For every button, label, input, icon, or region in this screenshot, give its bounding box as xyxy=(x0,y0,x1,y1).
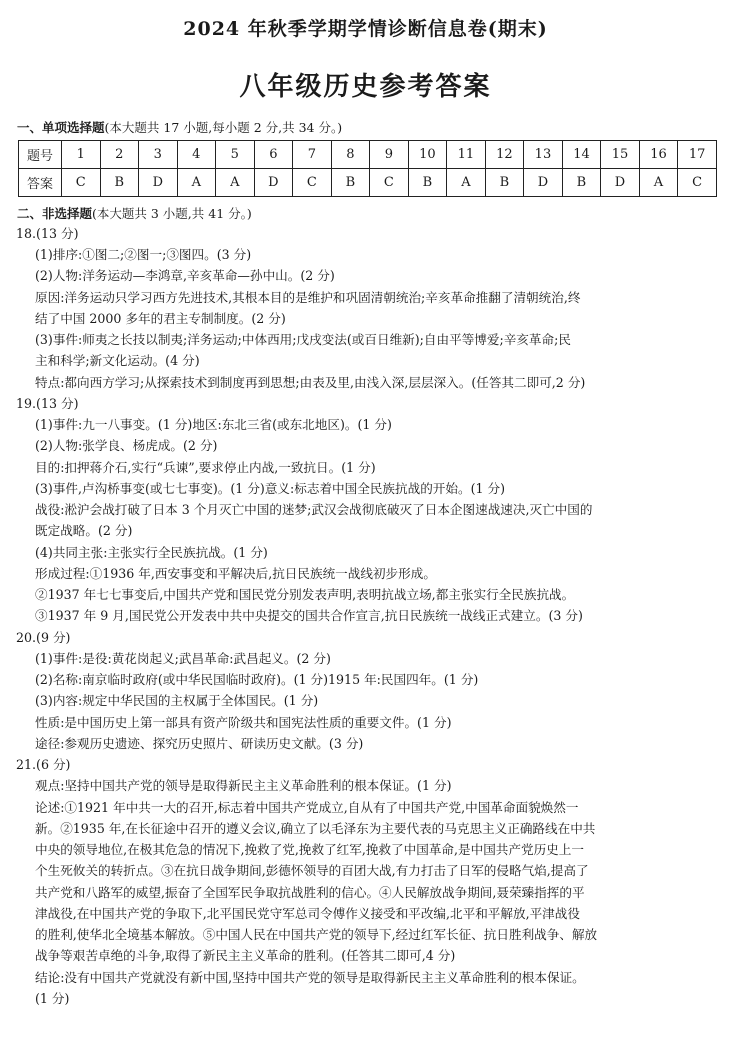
answer-line: (1)事件:是役:黄花岗起义;武昌革命:武昌起义。(2 分) xyxy=(35,651,331,666)
answer-line: ③1937 年 9 月,国民党公开发表中共中央提交的国共合作宣言,抗日民族统一战线正式建立。(3 分) xyxy=(35,608,583,623)
answer-line: 战争等艰苦卓绝的斗争,取得了新民主主义革命的胜利。(任答其二即可,4 分) xyxy=(35,948,456,963)
answer-line: 观点:坚持中国共产党的领导是取得新民主主义革命胜利的根本保证。(1 分) xyxy=(35,778,452,793)
answer-line: 战役:淞沪会战打破了日本 3 个月灭亡中国的迷梦;武汉会战彻底破灭了日本企图速战速决,灭亡中国的 xyxy=(35,502,593,517)
table-cell: B xyxy=(408,169,447,197)
table-cell: A xyxy=(447,169,486,197)
section1-label: 一、单项选择题 xyxy=(17,120,105,135)
table-cell: A xyxy=(216,169,255,197)
table-cell: 12 xyxy=(485,141,524,169)
table-cell: C xyxy=(370,169,409,197)
answer-line: (3)事件,卢沟桥事变(或七七事变)。(1 分)意义:标志着中国全民族抗战的开始。(1 分) xyxy=(35,481,506,496)
answer-line: 新。②1935 年,在长征途中召开的遵义会议,确立了以毛泽东为主要代表的马克思主义正确路线在中共 xyxy=(35,821,596,836)
table-cell: 1 xyxy=(62,141,101,169)
table-cell: 11 xyxy=(447,141,486,169)
answer-line: 途径:参观历史遗迹、探究历史照片、研读历史文献。(3 分) xyxy=(35,736,364,751)
table-cell: A xyxy=(177,169,216,197)
table-cell: 9 xyxy=(370,141,409,169)
answer-line: 共产党和八路军的威望,振奋了全国军民争取抗战胜利的信心。④人民解放战争期间,聂荣臻指挥的平 xyxy=(35,885,585,900)
answer-line: (3)内容:规定中华民国的主权属于全体国民。(1 分) xyxy=(35,693,319,708)
answer-row xyxy=(19,169,717,197)
table-cell: B xyxy=(331,169,370,197)
answer-line: 中央的领导地位,在极其危急的情况下,挽救了党,挽救了红军,挽救了中国革命,是中国共产党历史上一 xyxy=(35,842,584,857)
answer-line: 津战役,在中国共产党的争取下,北平国民党守军总司令傅作义接受和平改编,北平和平解放,平津战役 xyxy=(35,906,580,921)
table-cell: 3 xyxy=(139,141,178,169)
answer-line: ②1937 年七七事变后,中国共产党和国民党分别发表声明,表明抗战立场,都主张实行全民族抗战。 xyxy=(35,587,575,602)
answer-line: (1)事件:九一八事变。(1 分)地区:东北三省(或东北地区)。(1 分) xyxy=(35,417,392,432)
section2-label: 二、非选择题 xyxy=(17,206,93,221)
answer-line: 既定战略。(2 分) xyxy=(35,523,133,538)
table-cell: 16 xyxy=(639,141,678,169)
question-number: 21.(6 分) xyxy=(16,757,71,772)
answer-line: 结了中国 2000 多年的君主专制制度。(2 分) xyxy=(35,311,286,326)
answer-line: (1 分) xyxy=(35,991,70,1006)
answer-line: (4)共同主张:主张实行全民族抗战。(1 分) xyxy=(35,545,268,560)
table-cell: D xyxy=(524,169,563,197)
table-cell: C xyxy=(293,169,332,197)
table-cell: C xyxy=(678,169,717,197)
question-number: 19.(13 分) xyxy=(16,396,79,411)
table-cell: D xyxy=(254,169,293,197)
table-cell: B xyxy=(100,169,139,197)
answer-line: 论述:①1921 年中共一大的召开,标志着中国共产党成立,自从有了中国共产党,中国革命面貌焕然一 xyxy=(35,800,579,815)
answer-line: (2)人物:张学良、杨虎成。(2 分) xyxy=(35,438,218,453)
row-header-answer: 答案 xyxy=(19,169,62,197)
answer-line: 主和科学;新文化运动。(4 分) xyxy=(35,353,200,368)
answer-line: 个生死攸关的转折点。③在抗日战争期间,彭德怀领导的百团大战,有力打击了日军的侵略气焰,提高了 xyxy=(35,863,589,878)
answer-line: 性质:是中国历史上第一部具有资产阶级共和国宪法性质的重要文件。(1 分) xyxy=(35,715,452,730)
table-cell: 5 xyxy=(216,141,255,169)
answer-line: (3)事件:师夷之长技以制夷;洋务运动;中体西用;戊戌变法(或百日维新);自由平等博爱;辛亥革命;民 xyxy=(35,332,571,347)
answer-line: (1)排序:①图二;②图一;③图四。(3 分) xyxy=(35,247,252,262)
table-cell: 8 xyxy=(331,141,370,169)
question-number: 20.(9 分) xyxy=(16,630,71,645)
answer-line: (2)人物:洋务运动—李鸿章,辛亥革命—孙中山。(2 分) xyxy=(35,268,335,283)
table-cell: 10 xyxy=(408,141,447,169)
exam-title: 2024 年秋季学期学情诊断信息卷(期末) xyxy=(183,18,548,40)
answer-line: 目的:扣押蒋介石,实行“兵谏”,要求停止内战,一致抗日。(1 分) xyxy=(35,460,376,475)
mcq-answer-table xyxy=(18,140,717,197)
table-cell: 15 xyxy=(601,141,640,169)
table-cell: 4 xyxy=(177,141,216,169)
table-cell: D xyxy=(139,169,178,197)
table-cell: A xyxy=(639,169,678,197)
answer-line: 的胜利,使华北全境基本解放。⑤中国人民在中国共产党的领导下,经过红军长征、抗日胜利战争、解放 xyxy=(35,927,598,942)
section1-heading xyxy=(17,118,342,136)
table-cell: 14 xyxy=(562,141,601,169)
table-cell: D xyxy=(601,169,640,197)
answer-line: 原因:洋务运动只学习西方先进技术,其根本目的是维护和巩固清朝统治;辛亥革命推翻了清朝统治,终 xyxy=(35,290,581,305)
section2-note: (本大题共 3 小题,共 41 分。) xyxy=(92,206,252,221)
answer-line: 结论:没有中国共产党就没有新中国,坚持中国共产党的领导是取得新民主主义革命胜利的根本保证。 xyxy=(35,970,585,985)
answer-line: 形成过程:①1936 年,西安事变和平解决后,抗日民族统一战线初步形成。 xyxy=(35,566,436,581)
table-cell: 6 xyxy=(254,141,293,169)
row-header-number: 题号 xyxy=(19,141,62,169)
table-cell: 2 xyxy=(100,141,139,169)
table-cell: C xyxy=(62,169,101,197)
table-cell: 7 xyxy=(293,141,332,169)
answer-line: 特点:都向西方学习;从探索技术到制度再到思想;由表及里,由浅入深,层层深入。(任答其二即可,2 分) xyxy=(35,375,586,390)
answer-line: (2)名称:南京临时政府(或中华民国临时政府)。(1 分)1915 年:民国四年。(1 分) xyxy=(35,672,479,687)
section1-note: (本大题共 17 小题,每小题 2 分,共 34 分。) xyxy=(104,120,343,135)
table-cell: B xyxy=(562,169,601,197)
table-cell: 13 xyxy=(524,141,563,169)
question-number-row xyxy=(19,141,717,169)
section2-heading xyxy=(17,204,252,222)
table-cell: 17 xyxy=(678,141,717,169)
question-number: 18.(13 分) xyxy=(16,226,79,241)
table-cell: B xyxy=(485,169,524,197)
answer-key-title: 八年级历史参考答案 xyxy=(239,72,492,102)
